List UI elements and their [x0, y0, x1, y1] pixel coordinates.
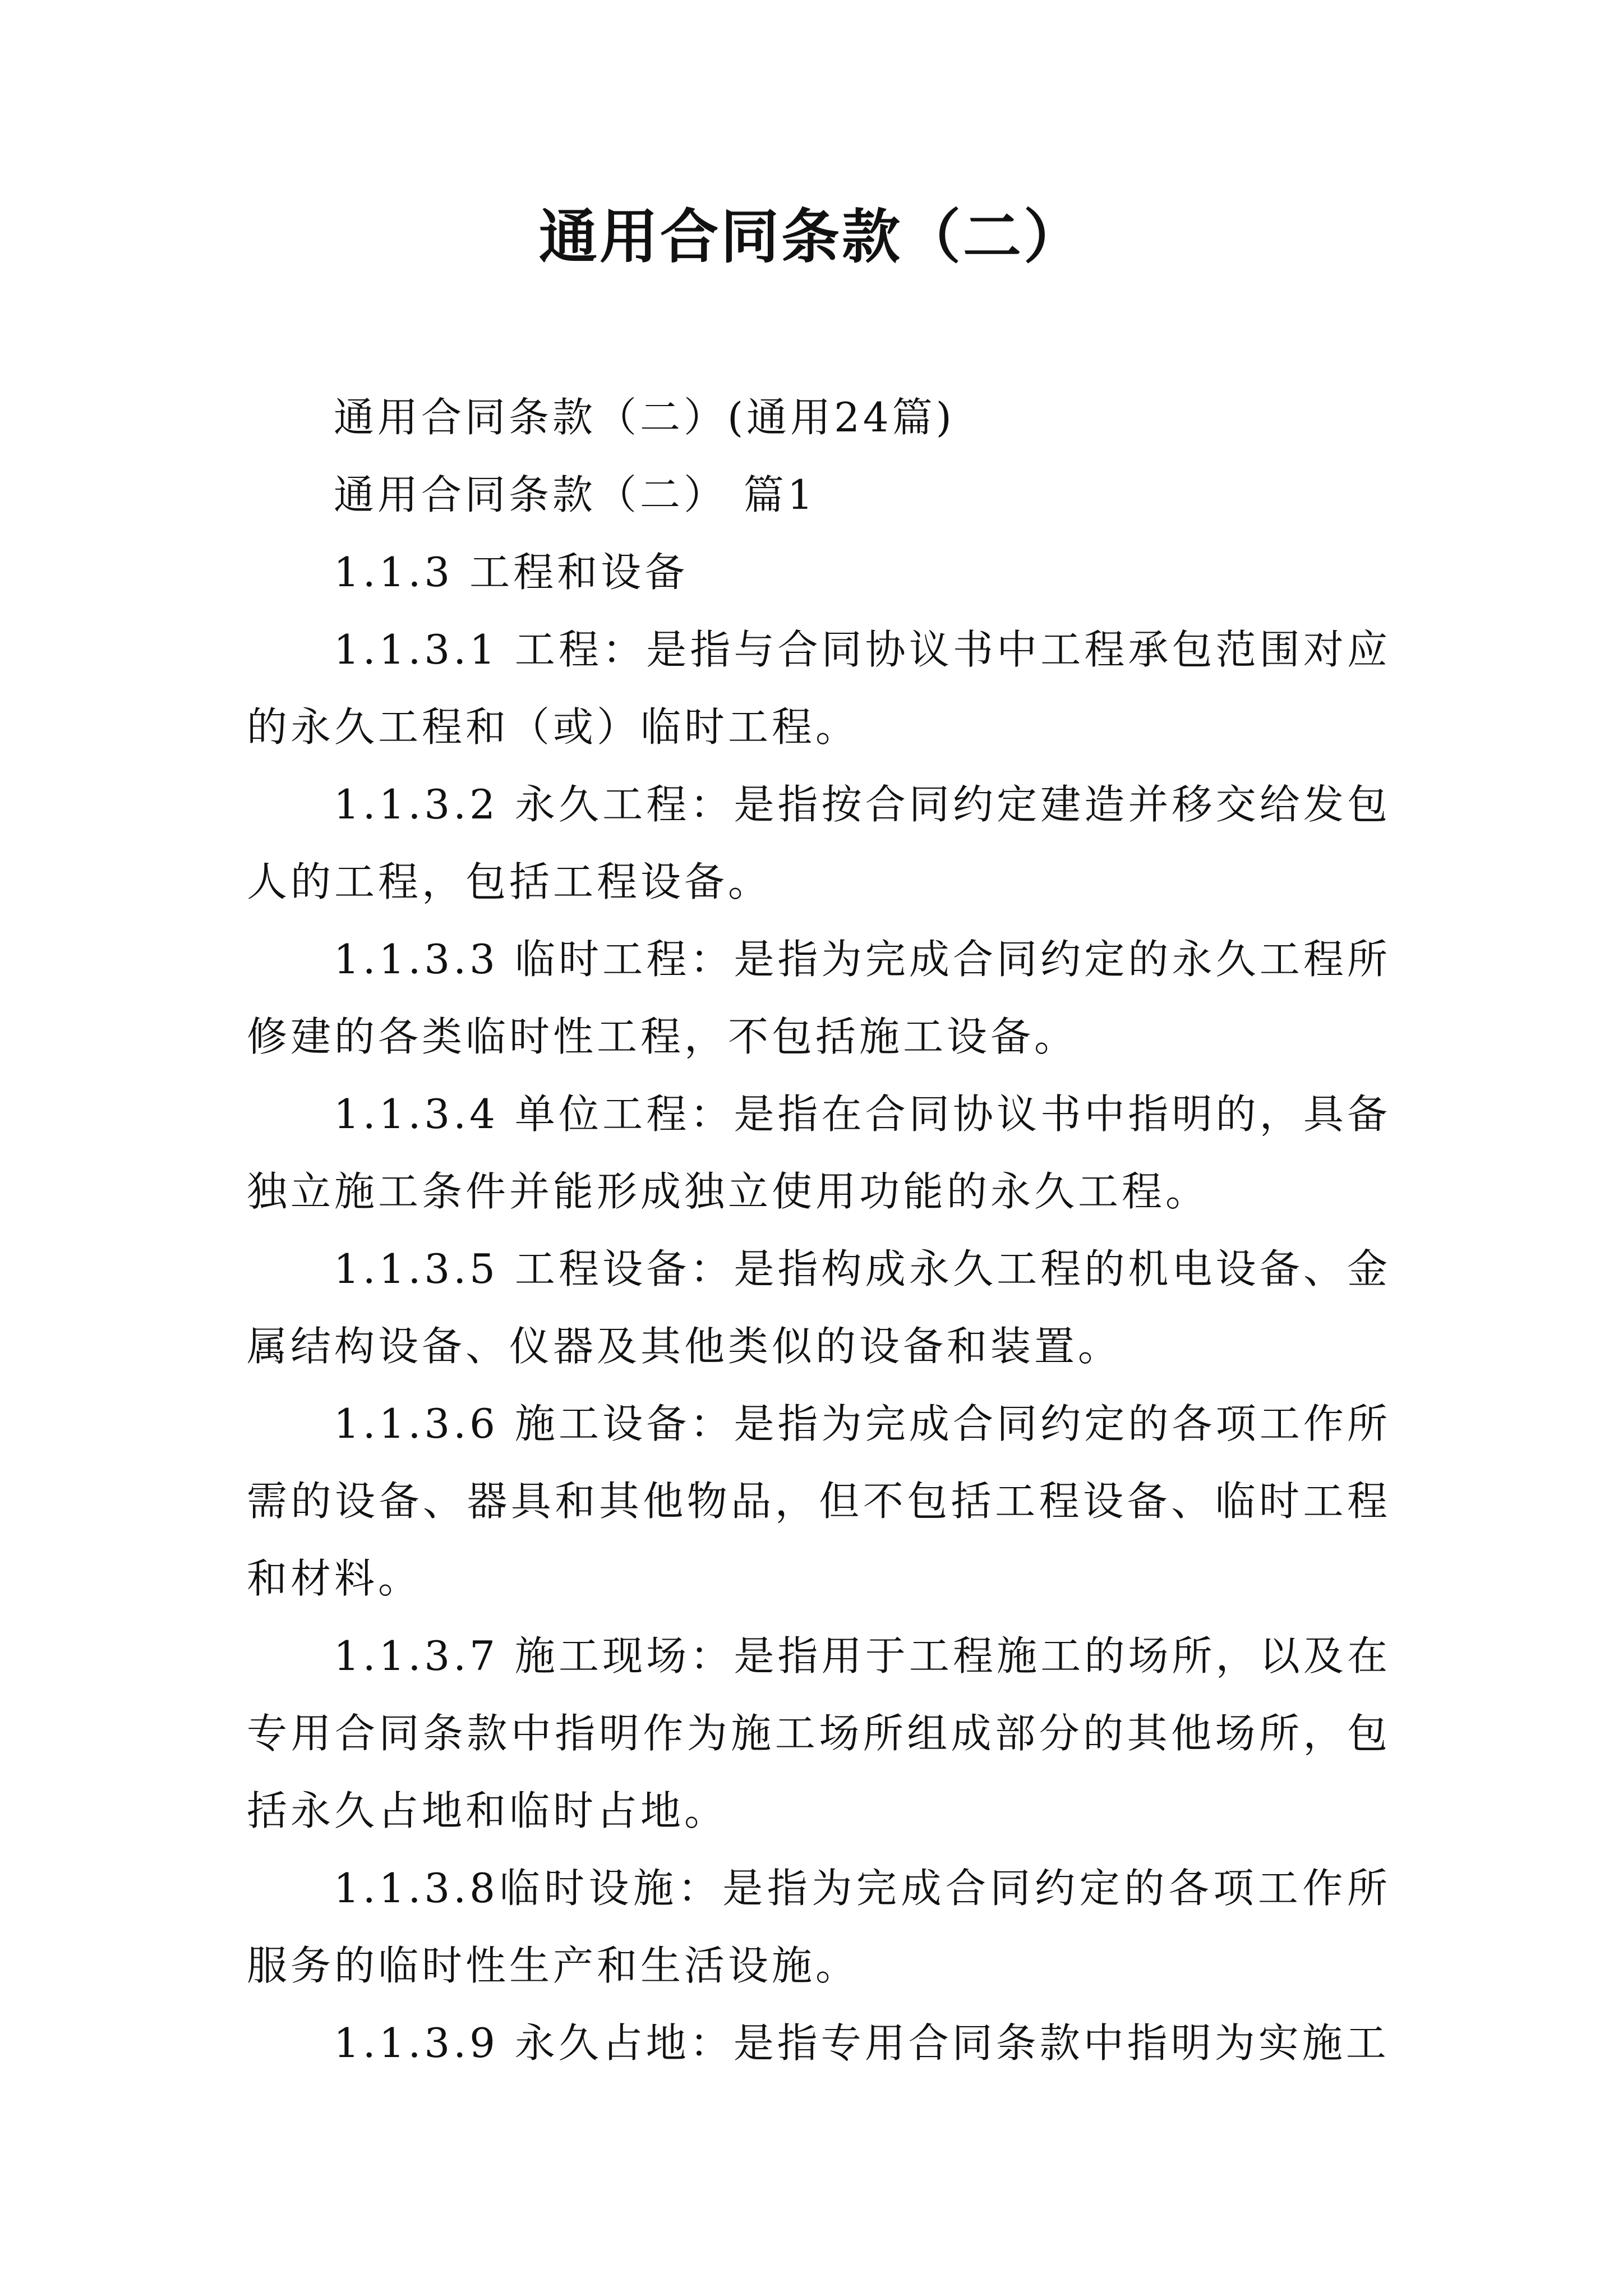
paragraph-clause: 1.1.3.9 永久占地：是指专用合同条款中指明为实施工 [334, 2019, 1390, 2067]
paragraph-clause: 1.1.3.6 施工设备：是指为完成合同约定的各项工作所需的设备、器具和其他物品，但不包括工程设备、临时工程和材料。 [247, 1400, 1391, 1602]
paragraph-clause: 1.1.3.4 单位工程：是指在合同协议书中指明的，具备独立施工条件并能形成独立使用功能的永久工程。 [247, 1091, 1391, 1215]
paragraph-clause: 1.1.3.7 施工现场：是指用于工程施工的场所，以及在专用合同条款中指明作为施工场所组成部分的其他场所，包括永久占地和临时占地。 [247, 1632, 1391, 1834]
document-title: 通用合同条款（二） [538, 202, 1084, 271]
paragraph-clause: 1.1.3.5 工程设备：是指构成永久工程的机电设备、金属结构设备、仪器及其他类似的设备和装置。 [247, 1245, 1391, 1370]
paragraph-clause: 1.1.3.2 永久工程：是指按合同约定建造并移交给发包人的工程，包括工程设备。 [247, 781, 1391, 905]
paragraph-clause: 1.1.3.3 临时工程：是指为完成合同约定的永久工程所修建的各类临时性工程，不包括施工设备。 [247, 936, 1391, 1060]
document-body [247, 379, 1391, 2082]
paragraph-series-title: 通用合同条款（二）(通用24篇) [334, 394, 955, 441]
paragraph-article-heading: 通用合同条款（二） 篇1 [334, 471, 817, 518]
paragraph-clause: 1.1.3.8临时设施：是指为完成合同约定的各项工作所服务的临时性生产和生活设施。 [247, 1865, 1391, 1989]
paragraph-section-heading: 1.1.3 工程和设备 [334, 549, 689, 596]
paragraph-clause: 1.1.3.1 工程：是指与合同协议书中工程承包范围对应的永久工程和（或）临时工程。 [247, 626, 1391, 751]
